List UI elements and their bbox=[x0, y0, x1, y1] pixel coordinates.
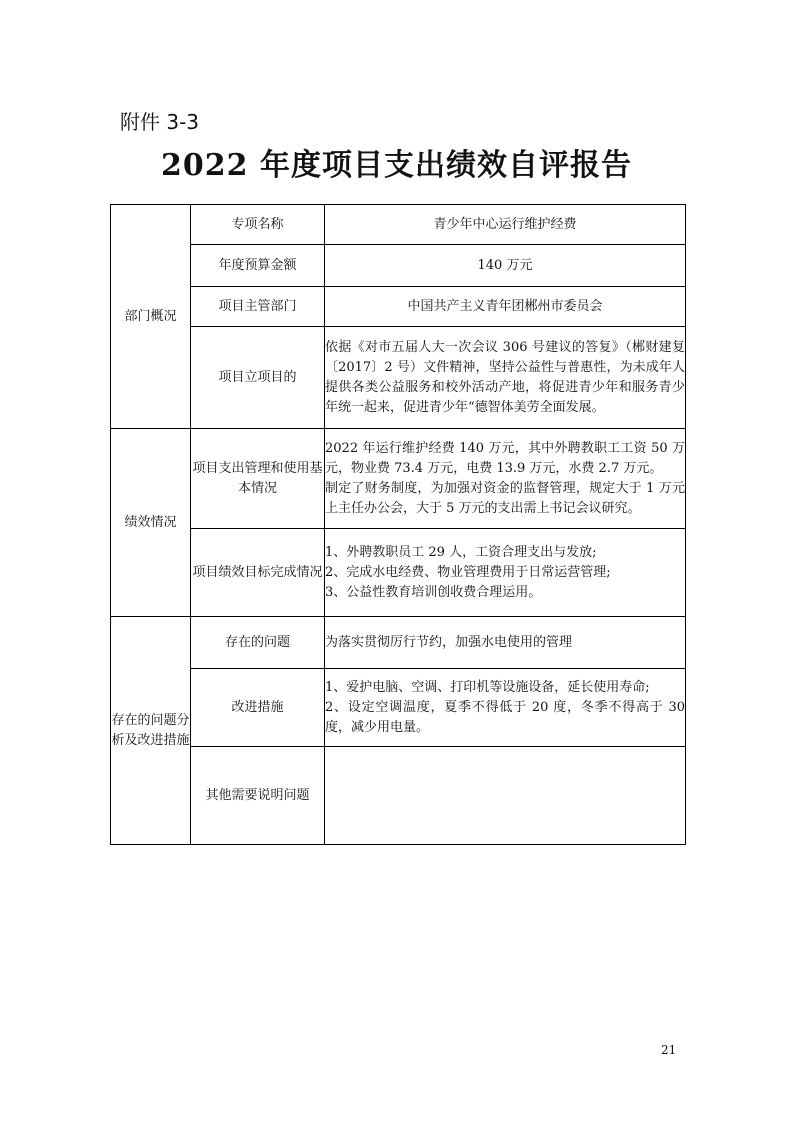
section-label-problems: 存在的问题分析及改进措施 bbox=[111, 617, 191, 845]
table-row bbox=[111, 327, 686, 429]
value-line: 制定了财务制度，为加强对资金的监督管理，规定大于 1 万元上主任办公会，大于 5 万元的支出需上书记会议研究。 bbox=[325, 480, 685, 516]
table-row bbox=[111, 287, 686, 327]
row-item: 项目绩效目标完成情况 bbox=[191, 529, 325, 617]
row-value bbox=[325, 669, 686, 747]
table-row bbox=[111, 669, 686, 747]
value-line: 2、完成水电经费、物业管理费用于日常运营管理; bbox=[325, 564, 611, 580]
section-label-overview: 部门概况 bbox=[111, 205, 191, 429]
row-value bbox=[325, 429, 686, 529]
table-row bbox=[111, 205, 686, 245]
row-item: 改进措施 bbox=[191, 669, 325, 747]
value-line: 1、爱护电脑、空调、打印机等设施设备，延长使用寿命; bbox=[325, 679, 650, 695]
table-row bbox=[111, 429, 686, 529]
row-item: 项目立项目的 bbox=[191, 327, 325, 429]
row-value bbox=[325, 747, 686, 845]
row-value: 依据《对市五届人大一次会议 306 号建议的答复》（郴财建复〔2017〕2 号）文件精神，坚持公益性与普惠性，为未成年人提供各类公益服务和校外活动产地，将促进青少年和服务青少年统一起来，促进青少年“德智体美劳全面发展。 bbox=[325, 327, 686, 429]
table-row bbox=[111, 747, 686, 845]
row-item: 项目主管部门 bbox=[191, 287, 325, 327]
row-item: 项目支出管理和使用基本情况 bbox=[191, 429, 325, 529]
table-row bbox=[111, 245, 686, 287]
row-value: 中国共产主义青年团郴州市委员会 bbox=[325, 287, 686, 327]
row-item: 其他需要说明问题 bbox=[191, 747, 325, 845]
report-title: 2022 年度项目支出绩效自评报告 bbox=[161, 148, 632, 183]
attachment-label: 附件 3-3 bbox=[120, 110, 200, 134]
value-line: 2、设定空调温度，夏季不得低于 20 度，冬季不得高于 30 度，减少用电量。 bbox=[325, 699, 685, 735]
section-label-performance: 绩效情况 bbox=[111, 429, 191, 617]
row-value: 青少年中心运行维护经费 bbox=[325, 205, 686, 245]
row-value: 140 万元 bbox=[325, 245, 686, 287]
row-item: 专项名称 bbox=[191, 205, 325, 245]
table-row bbox=[111, 617, 686, 669]
value-line: 3、公益性教育培训创收费合理运用。 bbox=[325, 584, 542, 600]
page-number: 21 bbox=[661, 1043, 677, 1057]
value-line: 2022 年运行维护经费 140 万元，其中外聘教职工工资 50 万元，物业费 73.4 万元，电费 13.9 万元，水费 2.7 万元。 bbox=[325, 440, 685, 476]
row-item: 年度预算金额 bbox=[191, 245, 325, 287]
report-table bbox=[110, 204, 686, 845]
table-row bbox=[111, 529, 686, 617]
value-line: 1、外聘教职员工 29 人，工资合理支出与发放; bbox=[325, 544, 597, 560]
row-item: 存在的问题 bbox=[191, 617, 325, 669]
row-value bbox=[325, 529, 686, 617]
row-value: 为落实贯彻厉行节约，加强水电使用的管理 bbox=[325, 617, 686, 669]
